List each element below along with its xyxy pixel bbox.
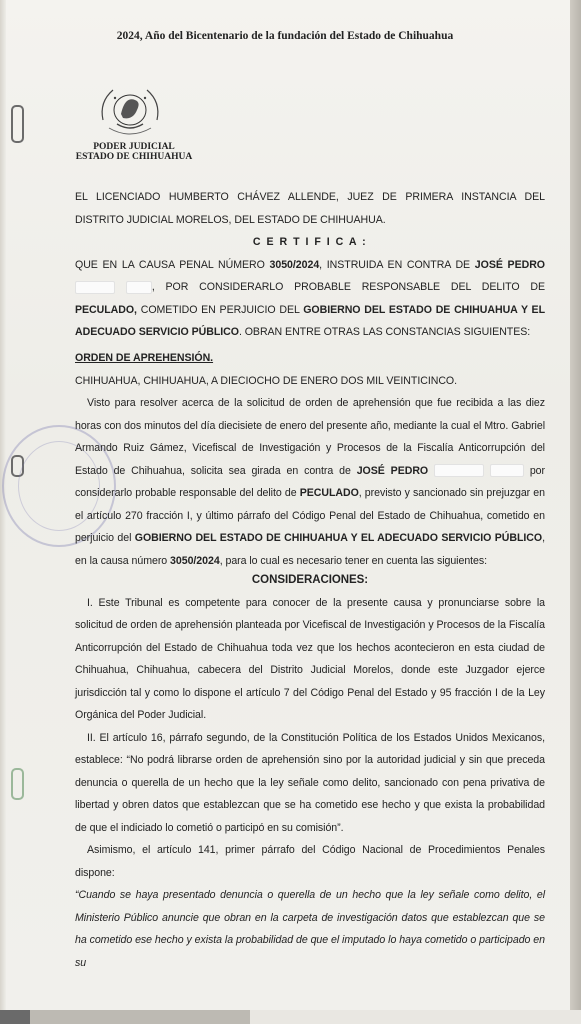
text-span: , previsto y sancionado sin prejuzgar en el artículo 270 fracción I, y último párrafo del Código Penal del Estado de Chihuahua, cometido en perjuicio del bbox=[75, 487, 545, 544]
crime-name: PECULADO bbox=[299, 487, 359, 499]
text-span: . OBRAN ENTRE OTRAS LAS CONSTANCIAS SIGUIENTES: bbox=[238, 326, 531, 338]
consideracion-paragraph: II. El artículo 16, párrafo segundo, de la Constitución Política de los Estados Unidos Mexicanos, establece: “No podrá librarse orden de aprehensión sino por la autoridad judicial y sin que preceda denuncia o querella de un hecho que la ley señale como delito, sancionado con pena privativa de libertad y obren datos que establezcan que se ha cometido ese hecho y que exista la probabilidad de que el indiciado lo cometió o participó en su comisión”. bbox=[75, 731, 545, 834]
certifica-heading: C E R T I F I C A : bbox=[252, 236, 368, 248]
header-motto: 2024, Año del Bicentenario de la fundación del Estado de Chihuahua bbox=[116, 30, 454, 42]
orden-heading: ORDEN DE APREHENSIÓN. bbox=[75, 352, 214, 364]
page-fold-shadow bbox=[0, 0, 6, 1010]
crime-name: PECULADO, bbox=[75, 303, 137, 316]
text-span: Visto para resolver acerca de la solicitud de orden de aprehensión que fue recibida a las diez horas con dos minutos del día diecisiete de enero del presente año, mediante la cual el Mtro. Gabriel Armando Ruiz Gámez, Vicefiscal de Investigación y Procesos de la Fiscalía Anticorrupción del Estado de Chihuahua, solicita sea girada en contra de bbox=[75, 397, 545, 477]
text-span: QUE EN LA CAUSA PENAL NÚMERO bbox=[75, 258, 270, 271]
text-span: , INSTRUIDA EN CONTRA DE bbox=[319, 258, 475, 271]
causa-number: 3050/2024 bbox=[170, 554, 220, 567]
staple-mark bbox=[11, 455, 24, 477]
orden-paragraph bbox=[75, 392, 545, 572]
offended-party: GOBIERNO DEL ESTADO DE CHIHUAHUA Y EL ADECUADO SERVICIO PÚBLICO bbox=[75, 303, 545, 338]
institution-line: PODER JUDICIAL bbox=[93, 142, 175, 152]
redacted-block bbox=[126, 281, 152, 294]
mexican-coat-of-arms-icon bbox=[95, 80, 165, 144]
scan-background-edge bbox=[0, 1010, 581, 1024]
quoted-article: “Cuando se haya presentado denuncia o querella de un hecho que la ley señale como delito, el Ministerio Público anuncie que obran en la carpeta de investigación datos que establezcan que se ha cometido ese hecho y exista la probabilidad de que el imputado lo haya cometido o participado en su bbox=[75, 889, 545, 969]
institution-name bbox=[74, 142, 194, 162]
staple-mark bbox=[11, 105, 24, 143]
consideraciones-heading: CONSIDERACIONES: bbox=[251, 574, 369, 586]
accused-name: JOSÉ PEDRO bbox=[356, 464, 429, 477]
intro-text: EL LICENCIADO HUMBERTO CHÁVEZ ALLENDE, JUEZ DE PRIMERA INSTANCIA DEL DISTRITO JUDICIAL MORELOS, DEL ESTADO DE CHIHUAHUA. bbox=[75, 191, 545, 226]
consideracion-paragraph: Asimismo, el artículo 141, primer párrafo del Código Nacional de Procedimientos Penales dispone: bbox=[75, 844, 545, 879]
redacted-block bbox=[490, 464, 524, 477]
orden-section bbox=[75, 347, 545, 572]
consideraciones-section bbox=[75, 569, 545, 974]
orden-date: CHIHUAHUA, CHIHUAHUA, A DIECIOCHO DE ENERO DOS MIL VEINTICINCO. bbox=[75, 374, 458, 387]
offended-party: GOBIERNO DEL ESTADO DE CHIHUAHUA Y EL ADECUADO SERVICIO PÚBLICO bbox=[134, 532, 543, 544]
redacted-block bbox=[75, 281, 115, 294]
intro-paragraph bbox=[75, 186, 545, 344]
text-span: por considerarlo probable responsable del delito de bbox=[75, 464, 545, 499]
text-span: , en la causa número bbox=[75, 532, 545, 567]
causa-number: 3050/2024 bbox=[269, 258, 320, 271]
consideracion-paragraph: I. Este Tribunal es competente para conocer de la presente causa y pronunciarse sobre la solicitud de orden de aprehensión planteada por Vicefiscal de Investigación y Procesos de la Fiscalía Anticorrupción del Estado de Chihuahua toda vez que los hechos acontecieron en esta ciudad de Chihuahua, Chihuahua, cabecera del Distrito Judicial Morelos, donde este Juzgador ejerce jurisdicción tal y como lo dispone el artículo 7 del Código Penal del Estado y 95 fracción I de la Ley Orgánica del Poder Judicial. bbox=[75, 596, 545, 721]
text-span: COMETIDO EN PERJUICIO DEL bbox=[136, 303, 304, 316]
text-span: , POR CONSIDERARLO PROBABLE RESPONSABLE DEL DELITO DE bbox=[151, 281, 545, 293]
certifica-paragraph bbox=[75, 254, 545, 344]
text-span: , para lo cual es necesario tener en cuenta las siguientes: bbox=[219, 554, 488, 567]
scan-background-edge bbox=[570, 0, 581, 1024]
redacted-block bbox=[434, 464, 484, 477]
staple-mark bbox=[11, 768, 24, 800]
institution-line: ESTADO DE CHIHUAHUA bbox=[75, 152, 193, 162]
accused-name: JOSÉ PEDRO bbox=[474, 258, 545, 271]
